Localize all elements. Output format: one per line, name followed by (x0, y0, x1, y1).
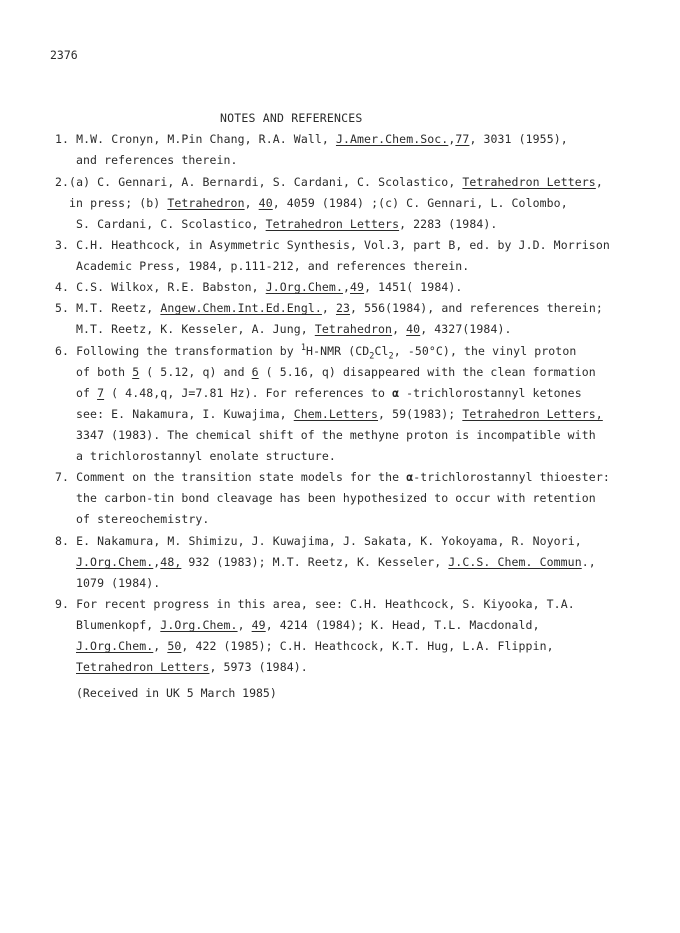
journal-citation: Tetrahedron Letters (265, 217, 400, 231)
note-5-line-1: 5. M.T. Reetz, Angew.Chem.Int.Ed.Engl., 23, 556(1984), and references therein; (55, 301, 603, 315)
received-date: (Received in UK 5 March 1985) (76, 686, 277, 700)
note-6-line-4: see: E. Nakamura, I. Kuwajima, Chem.Letters, 59(1983); Tetrahedron Letters, (76, 407, 603, 421)
note-6-line-5: 3347 (1983). The chemical shift of the methyne proton is incompatible with (76, 428, 596, 442)
note-5-line-2: M.T. Reetz, K. Kesseler, A. Jung, Tetrahedron, 40, 4327(1984). (76, 322, 512, 336)
volume-number: 48, (160, 555, 182, 569)
volume-number: 50 (167, 639, 182, 653)
note-9-line-2: Blumenkopf, J.Org.Chem., 49, 4214 (1984); K. Head, T.L. Macdonald, (76, 618, 540, 632)
note-1-line-2: and references therein. (76, 153, 238, 167)
alpha-symbol: α (406, 470, 414, 484)
note-2-line-2: in press; (b) Tetrahedron, 40, 4059 (1984) ;(c) C. Gennari, L. Colombo, (69, 196, 568, 210)
compound-number: 6 (251, 365, 259, 379)
journal-citation: J.Org.Chem. (160, 618, 238, 632)
section-heading: NOTES AND REFERENCES (220, 111, 363, 125)
journal-citation: Tetrahedron (314, 322, 393, 336)
volume-number: 77 (455, 132, 470, 146)
note-1-line-1: 1. M.W. Cronyn, M.Pin Chang, R.A. Wall, J.Amer.Chem.Soc.,77, 3031 (1955), (55, 132, 568, 146)
compound-number: 7 (97, 386, 105, 400)
note-2-line-1: 2.(a) C. Gennari, A. Bernardi, S. Cardani, C. Scolastico, Tetrahedron Letters, (55, 175, 603, 189)
note-3-line-2: Academic Press, 1984, p.111-212, and references therein. (76, 259, 470, 273)
note-9-line-1: 9. For recent progress in this area, see: C.H. Heathcock, S. Kiyooka, T.A. (55, 597, 575, 611)
journal-citation: Tetrahedron Letters (462, 175, 596, 189)
volume-number: 40 (406, 322, 421, 336)
journal-citation: Tetrahedron Letters (76, 660, 210, 674)
note-9-line-4: Tetrahedron Letters, 5973 (1984). (76, 660, 308, 674)
note-2-line-3: S. Cardani, C. Scolastico, Tetrahedron Letters, 2283 (1984). (76, 217, 498, 231)
journal-citation: Chem.Letters (293, 407, 379, 421)
journal-citation: Tetrahedron Letters, (462, 407, 603, 421)
note-7-line-3: of stereochemistry. (76, 512, 210, 526)
note-4-line-1: 4. C.S. Wilkox, R.E. Babston, J.Org.Chem.,49, 1451( 1984). (55, 280, 463, 294)
journal-citation: J.C.S. Chem. Commun (448, 555, 582, 569)
note-6-line-3: of 7 ( 4.48,q, J=7.81 Hz). For references to α -trichlorostannyl ketones (76, 386, 582, 400)
alpha-symbol: α (392, 386, 400, 400)
note-9-line-3: J.Org.Chem., 50, 422 (1985); C.H. Heathcock, K.T. Hug, L.A. Flippin, (76, 639, 554, 653)
note-6-line-1: 6. Following the transformation by $^1$H-NMR ($CD_2Cl_2$, -50°C), the vinyl proton (55, 343, 577, 362)
journal-citation: J.Org.Chem. (265, 280, 343, 294)
page-number: 2376 (50, 48, 78, 62)
journal-citation: J.Org.Chem. (76, 639, 154, 653)
journal-citation: Tetrahedron (167, 196, 245, 210)
note-8-line-2: J.Org.Chem.,48, 932 (1983); M.T. Reetz, K. Kesseler, J.C.S. Chem. Commun., (76, 555, 596, 569)
compound-number: 5 (132, 365, 140, 379)
volume-number: 40 (258, 196, 273, 210)
journal-citation: J.Amer.Chem.Soc. (335, 132, 449, 146)
note-6-line-2: of both 5 ( 5.12, q) and 6 ( 5.16, q) disappeared with the clean formation (76, 365, 596, 379)
note-8-line-1: 8. E. Nakamura, M. Shimizu, J. Kuwajima, J. Sakata, K. Yokoyama, R. Noyori, (55, 534, 582, 548)
note-3-line-1: 3. C.H. Heathcock, in Asymmetric Synthesis, Vol.3, part B, ed. by J.D. Morrison (55, 238, 610, 252)
volume-number: 23 (335, 301, 351, 315)
volume-number: 49 (350, 280, 365, 294)
note-8-line-3: 1079 (1984). (76, 576, 161, 590)
journal-citation: J.Org.Chem. (76, 555, 154, 569)
volume-number: 49 (251, 618, 266, 632)
journal-citation: Angew.Chem.Int.Ed.Engl. (160, 301, 322, 315)
note-7-line-2: the carbon-tin bond cleavage has been hypothesized to occur with retention (76, 491, 596, 505)
note-7-line-1: 7. Comment on the transition state models for the α-trichlorostannyl thioester: (55, 470, 610, 484)
note-6-line-6: a trichlorostannyl enolate structure. (76, 449, 336, 463)
